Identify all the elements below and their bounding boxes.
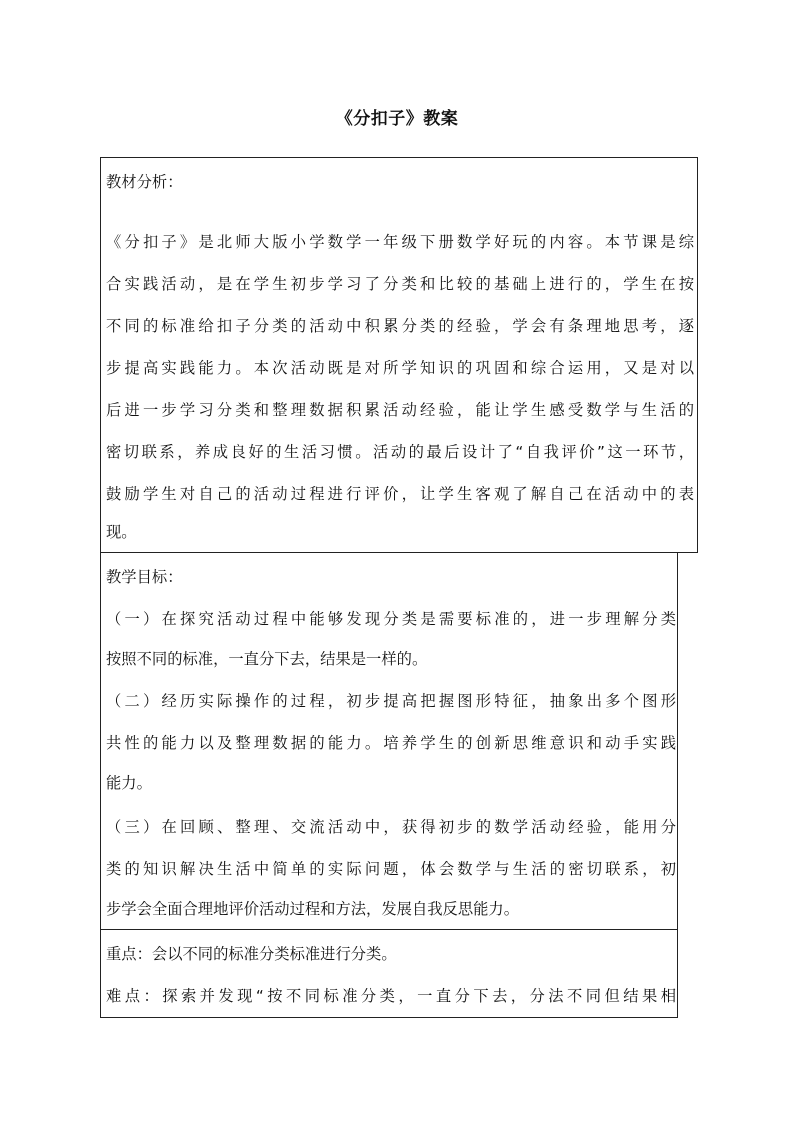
analysis-line: 不同的标准给扣子分类的活动中积累分类的经验，学会有条理地思考，逐: [106, 317, 694, 335]
objective-line: 能力。: [106, 774, 152, 792]
analysis-line: 密切联系，养成良好的生活习惯。活动的最后设计了“自我评价”这一环节，: [106, 443, 694, 461]
objectives-section: [100, 552, 678, 930]
objective-line: 类的知识解决生活中简单的实际问题，体会数学与生活的密切联系，初: [106, 860, 676, 878]
objective-line: 按照不同的标准，一直分下去，结果是一样的。: [106, 650, 428, 668]
objective-line: （三）在回顾、整理、交流活动中，获得初步的数学活动经验，能用分: [106, 818, 676, 836]
analysis-section: [100, 157, 698, 553]
key-points-section: [100, 929, 678, 1018]
analysis-line: 合实践活动，是在学生初步学习了分类和比较的基础上进行的，学生在按: [106, 275, 694, 293]
objectives-heading: 教学目标：: [106, 568, 183, 586]
objective-line: （一）在探究活动过程中能够发现分类是需要标准的，进一步理解分类: [106, 610, 676, 628]
analysis-line: 现。: [106, 523, 137, 541]
objective-line: 共性的能力以及整理数据的能力。培养学生的创新思维意识和动手实践: [106, 734, 676, 752]
key-point-line: 重点：会以不同的标准分类标准进行分类。: [106, 945, 397, 963]
analysis-line: 步提高实践能力。本次活动既是对所学知识的巩固和综合运用，又是对以: [106, 359, 694, 377]
analysis-line: 后进一步学习分类和整理数据积累活动经验，能让学生感受数学与生活的: [106, 401, 694, 419]
analysis-line: 《分扣子》是北师大版小学数学一年级下册数学好玩的内容。本节课是综: [106, 233, 694, 251]
analysis-heading: 教材分析：: [106, 173, 183, 191]
page-title: 《分扣子》教案: [335, 109, 459, 129]
analysis-line: 鼓励学生对自己的活动过程进行评价，让学生客观了解自己在活动中的表: [106, 485, 694, 503]
objective-line: 步学会全面合理地评价活动过程和方法，发展自我反思能力。: [106, 900, 520, 918]
objective-line: （二）经历实际操作的过程，初步提高把握图形特征，抽象出多个图形: [106, 692, 676, 710]
difficulty-line: 难点：探索并发现“按不同标准分类，一直分下去，分法不同但结果相: [106, 987, 676, 1005]
